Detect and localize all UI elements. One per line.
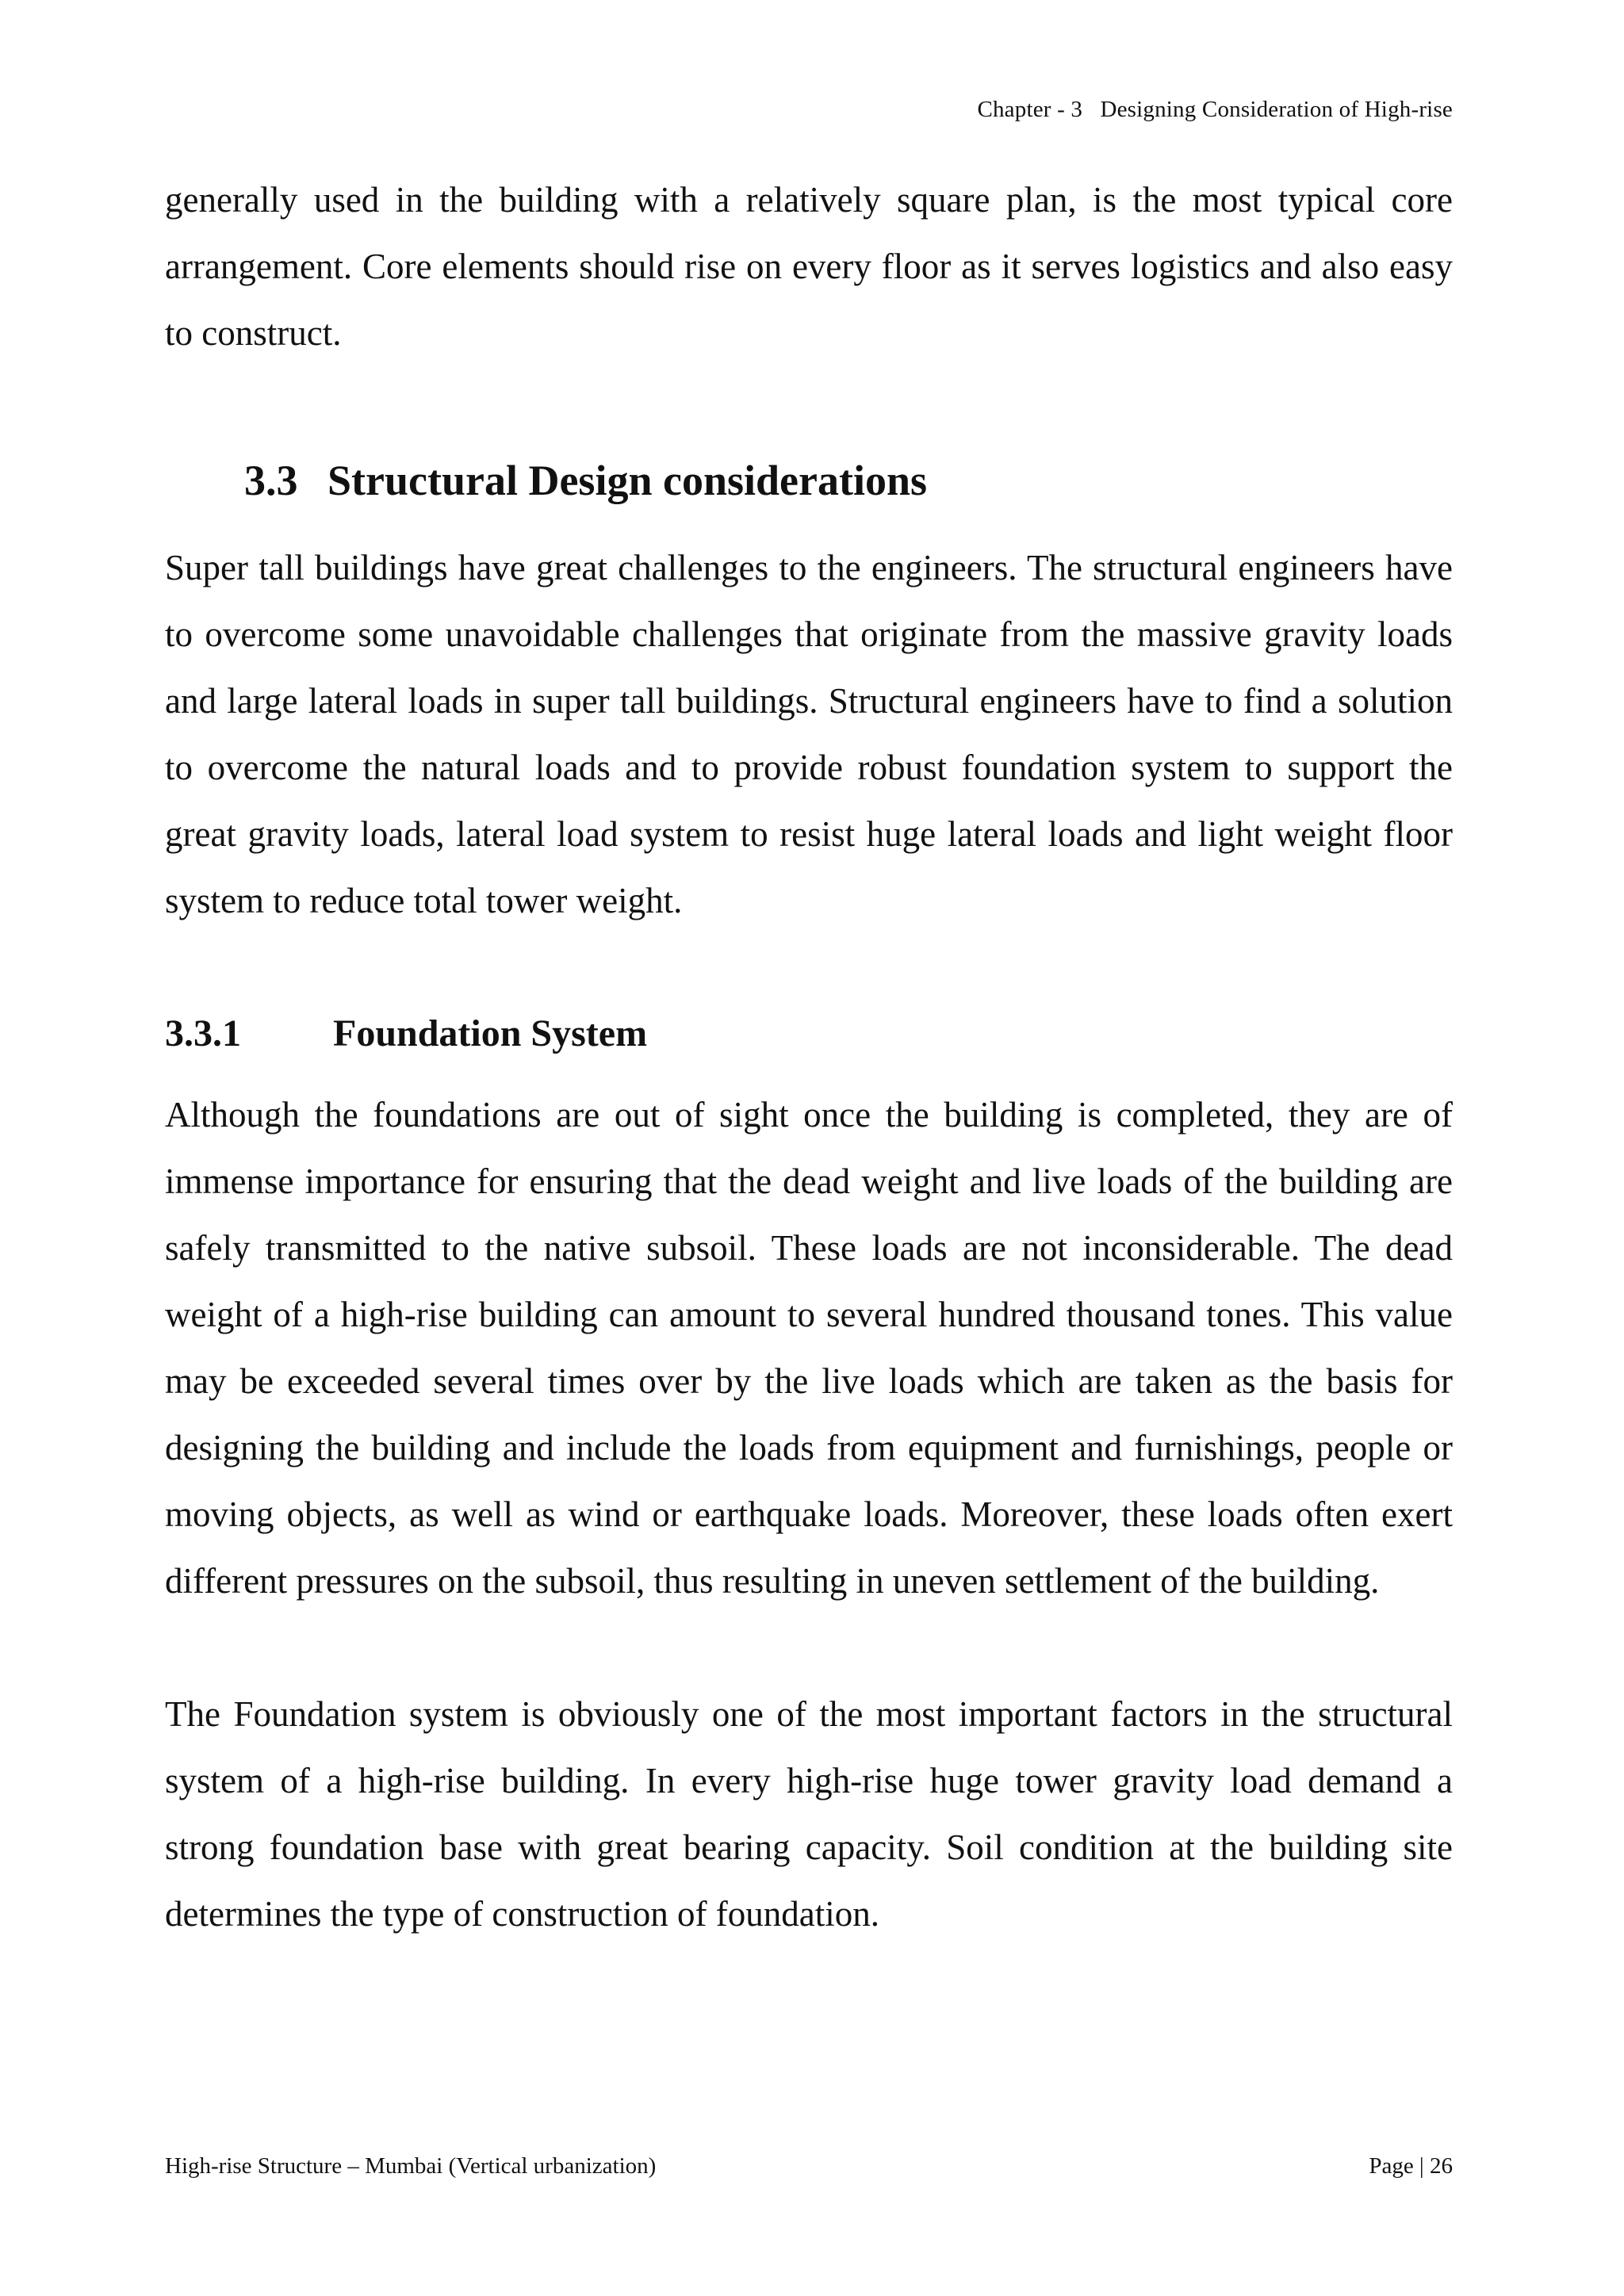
section-paragraph: Super tall buildings have great challenges to the engineers. The structural engineers have to overcome some unavoidable challenges that originate from the massive gravity loads and large lateral loads in super tall buildings. Structural engineers have to find a solution to overcome the natural loads and to provide robust foundation system to support the great gravity loads, lateral load system to resist huge lateral loads and light weight floor system to reduce total tower weight. — [165, 548, 1453, 920]
subsection-number: 3.3.1 — [165, 1012, 241, 1054]
running-header: Chapter - 3 Designing Consideration of High-rise — [977, 97, 1453, 122]
foundation-paragraph-2: The Foundation system is obviously one of the most important factors in the structural system of a high-rise building. In every high-rise huge tower gravity load demand a strong foundation base with great bearing capacity. Soil condition at the building site determines the type of construction of foundation. — [165, 1694, 1453, 1934]
page-number: Page | 26 — [1369, 2153, 1453, 2179]
subsection-heading — [165, 1001, 1453, 1067]
footer-title: High-rise Structure – Mumbai (Vertical urbanization) — [165, 2153, 657, 2179]
section-title: Structural Design considerations — [327, 457, 927, 504]
page-content — [165, 166, 1453, 1947]
subsection-title: Foundation System — [333, 1012, 648, 1054]
section-heading — [244, 447, 1453, 514]
section-number: 3.3 — [244, 457, 298, 504]
foundation-paragraph-1: Although the foundations are out of sight once the building is completed, they are of immense importance for ensuring that the dead weight and live loads of the building are safely transmitted to the native subsoil. These loads are not inconsiderable. The dead weight of a high-rise building can amount to several hundred thousand tones. This value may be exceeded several times over by the live loads which are taken as the basis for designing the building and include the loads from equipment and furnishings, people or moving objects, as well as wind or earthquake loads. Moreover, these loads often exert different pressures on the subsoil, thus resulting in uneven settlement of the building. — [165, 1095, 1453, 1601]
running-footer — [165, 2153, 1453, 2179]
intro-paragraph: generally used in the building with a relatively square plan, is the most typical core arrangement. Core elements should rise on every floor as it serves logistics and also easy to construct. — [165, 180, 1453, 353]
